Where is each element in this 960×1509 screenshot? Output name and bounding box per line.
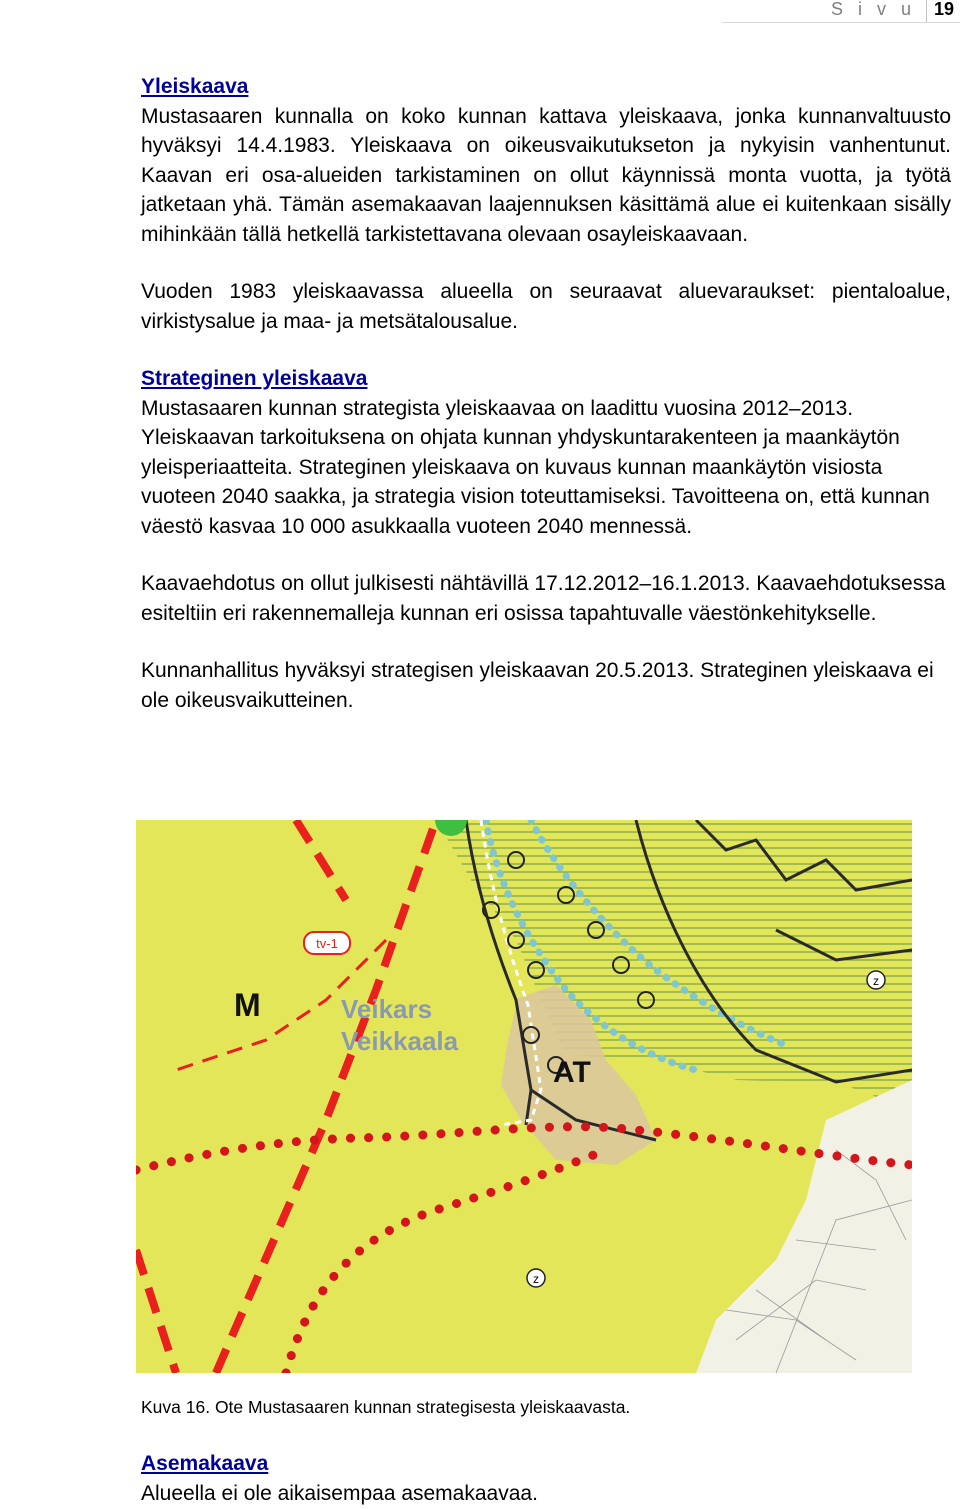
paragraph-yleiskaava-2: Vuoden 1983 yleiskaavassa alueella on seuraavat aluevaraukset: pientaloalue, virkistysalue ja maa- ja metsätalousalue. (141, 280, 951, 333)
paragraph-asemakaava: Alueella ei ole aikaisempaa asemakaavaa. (141, 1481, 538, 1505)
header-rule (722, 22, 960, 23)
paragraph-strateginen-3: Kunnanhallitus hyväksyi strategisen yleiskaavan 20.5.2013. Strateginen yleiskaava ei ole oikeusvaikutteinen. (141, 659, 934, 712)
z-marker-label-2: z (533, 1272, 539, 1286)
paragraph-yleiskaava-1: Mustasaaren kunnalla on koko kunnan kattava yleiskaava, jonka kunnanvaltuusto hyväksyi 14.4.1983. Yleiskaava on oikeusvaikutukseton ja nykyisin vanhentunut. Kaavan eri osa-alueiden tarkistaminen on ollut käynnissä monta vuotta, ja työtä jatketaan yhä. Tämän asemakaavan laajennuksen käsittämä alue ei kuitenkaan sisälly mihinkään tällä hetkellä tarkistettavana olevaan osayleiskaavaan. (141, 104, 951, 246)
map-figure (136, 820, 912, 1373)
page-number: 19 (933, 0, 954, 19)
m-label: M (234, 987, 261, 1023)
tv-label: tv-1 (316, 936, 338, 951)
asemakaava-section (141, 1449, 538, 1508)
paragraph-strateginen-2: Kaavaehdotus on ollut julkisesti nähtävillä 17.12.2012–16.1.2013. Kaavaehdotuksessa esiteltiin eri rakennemalleja kunnan eri osissa tapahtuvalle väestönkehitykselle. (141, 572, 946, 625)
heading-strateginen: Strateginen yleiskaava (141, 367, 368, 390)
z-marker-label-1: z (873, 974, 879, 988)
header-separator (926, 0, 927, 22)
place-name-fi: Veikars (341, 994, 433, 1024)
paragraph-strateginen-1: Mustasaaren kunnan strategista yleiskaavaa on laadittu vuosina 2012–2013. Yleiskaavan tarkoituksena on ohjata kunnan yhdyskuntarakenteen ja maankäytön yleisperiaatteita. Strateginen yleiskaava on kuvaus kunnan maankäytön visiosta vuoteen 2040 saakka, ja strategia vision toteuttamiseksi. Tavoitteena on, että kunnan väestö kasvaa 10 000 asukkaalla vuoteen 2040 mennessä. (141, 396, 930, 538)
map-image (136, 820, 912, 1373)
document-body (141, 72, 951, 715)
page-header (0, 0, 960, 22)
place-name-sv: Veikkaala (341, 1026, 459, 1056)
page-label: S i v u (830, 0, 916, 19)
figure-caption: Kuva 16. Ote Mustasaaren kunnan strategisesta yleiskaavasta. (141, 1396, 631, 1417)
heading-yleiskaava: Yleiskaava (141, 75, 249, 98)
at-label: AT (553, 1056, 591, 1089)
heading-asemakaava: Asemakaava (141, 1452, 269, 1475)
